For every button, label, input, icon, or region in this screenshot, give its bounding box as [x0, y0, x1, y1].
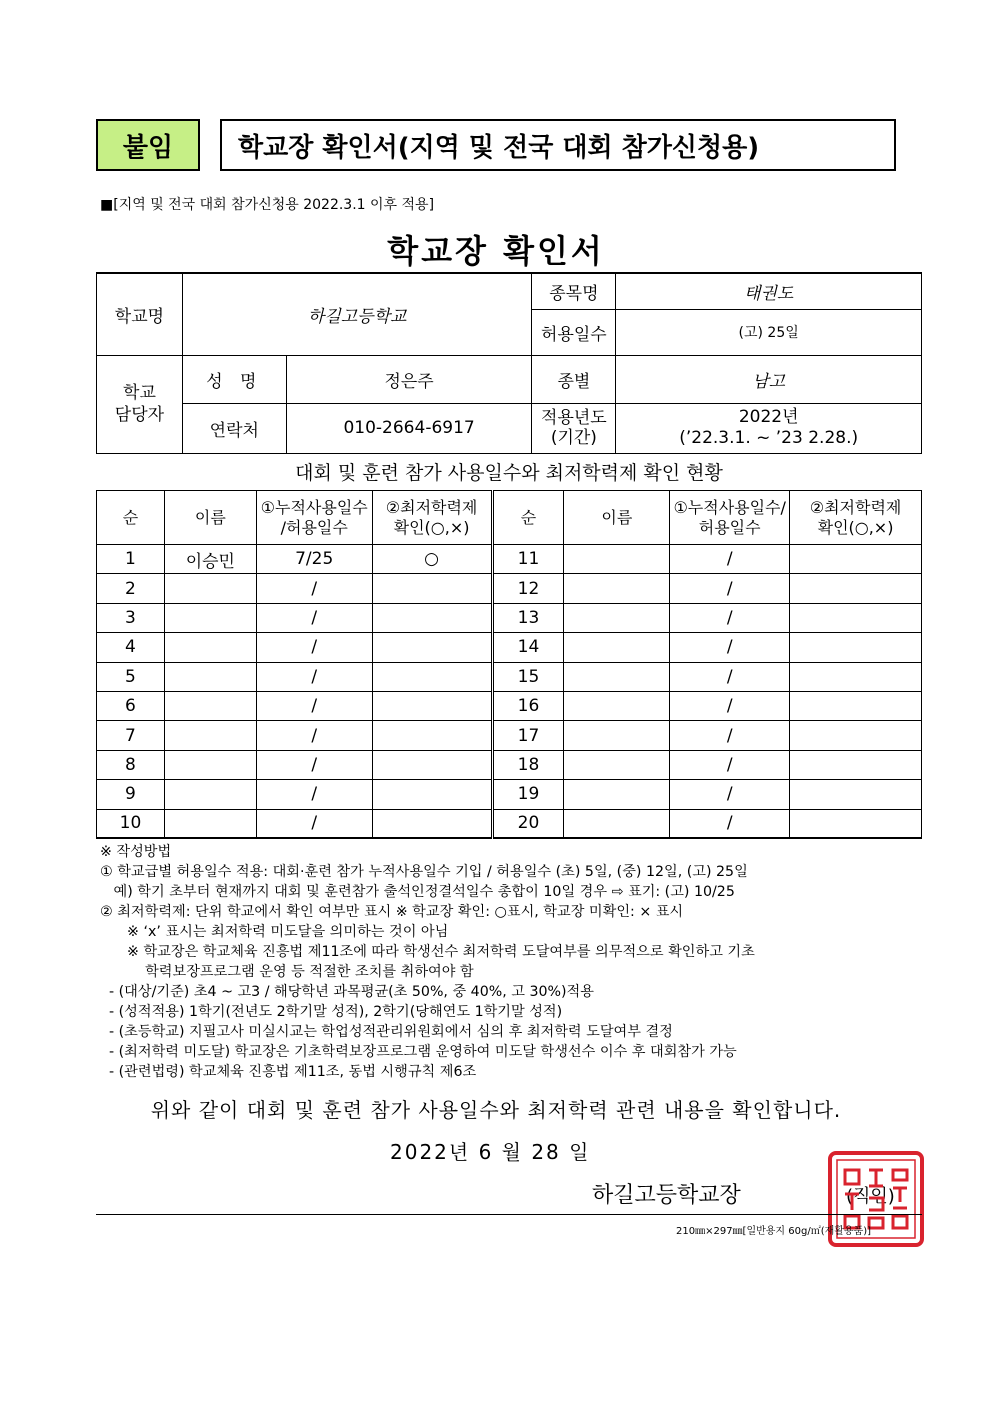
table-row [97, 603, 922, 632]
row-min-academic [372, 750, 492, 779]
instruction-line: 학력보장프로그램 운영 등 적절한 조치를 취하여야 함 [100, 964, 474, 980]
row-name: 이승민 [164, 545, 256, 574]
row-days-right: / [670, 662, 790, 691]
row-no: 3 [97, 603, 165, 632]
instruction-line: ② 최저학력제: 단위 학교에서 확인 여부만 표시 ※ 학교장 확인: ○표시, 학교장 미확인: × 표시 [100, 904, 684, 920]
row-no-right: 20 [492, 809, 564, 838]
row-no: 4 [97, 633, 165, 662]
row-days: / [256, 809, 372, 838]
table-row [97, 545, 922, 574]
allowed-days-label: 허용일수 [532, 309, 616, 355]
row-name-right [564, 662, 670, 691]
row-name-right [564, 780, 670, 809]
header-no-right: 순 [492, 491, 564, 545]
confirmation-statement: 위와 같이 대회 및 훈련 참가 사용일수와 최저학력 관련 내용을 확인합니다. [150, 1098, 842, 1122]
paper-spec: 210㎜×297㎜[일반용지 60g/㎡(재활용품)] [676, 1226, 872, 1237]
instruction-line: ① 학교급별 허용일수 적용: 대회·훈련 참가 누적사용일수 기입 / 허용일수 (초) 5일, (중) 12일, (고) 25일 [100, 864, 748, 880]
row-name [164, 574, 256, 603]
row-name [164, 633, 256, 662]
row-days: / [256, 780, 372, 809]
row-days: / [256, 721, 372, 750]
row-min-academic [372, 721, 492, 750]
participation-table [96, 490, 922, 839]
attachment-badge: 붙임 [96, 119, 200, 171]
row-min-academic [372, 574, 492, 603]
instruction-line: - (관련법령) 학교체육 진흥법 제11조, 동법 시행규칙 제6조 [100, 1064, 477, 1080]
row-name-right [564, 691, 670, 720]
row-no-right: 16 [492, 691, 564, 720]
gender-value: 남고 [616, 355, 922, 403]
row-min-academic [372, 780, 492, 809]
row-min-academic-right [790, 809, 922, 838]
row-days: / [256, 633, 372, 662]
row-days-right: / [670, 780, 790, 809]
row-name [164, 721, 256, 750]
divider [96, 1214, 922, 1215]
signer-name: 하길고등학교장 [592, 1183, 741, 1208]
header-name-right: 이름 [564, 491, 670, 545]
row-no: 7 [97, 721, 165, 750]
row-no-right: 13 [492, 603, 564, 632]
table-row [97, 780, 922, 809]
period-value: (’22.3.1. ~ ’23 2.28.) [679, 428, 859, 448]
year-cell [616, 403, 922, 453]
row-days: / [256, 691, 372, 720]
row-name-right [564, 809, 670, 838]
document-title: 학교장 확인서 [387, 232, 605, 270]
seal-label: (직인) [846, 1186, 895, 1207]
header-days-right: ①누적사용일수/ 허용일수 [670, 491, 790, 545]
row-no-right: 17 [492, 721, 564, 750]
row-min-academic [372, 662, 492, 691]
row-name [164, 662, 256, 691]
instruction-line: ※ 작성방법 [100, 844, 172, 860]
instructions [100, 842, 930, 1082]
instruction-line: ※ ‘x’ 표시는 최저학력 미도달을 의미하는 것이 아님 [100, 924, 449, 940]
row-min-academic-right [790, 603, 922, 632]
table-row [97, 809, 922, 838]
row-min-academic [372, 633, 492, 662]
instruction-line: - (초등학교) 지필고사 미실시교는 학업성적관리위원회에서 심의 후 최저학력 도달여부 결정 [100, 1024, 673, 1040]
header-title: 학교장 확인서(지역 및 전국 대회 참가신청용) [220, 119, 896, 171]
row-no: 5 [97, 662, 165, 691]
row-days-right: / [670, 603, 790, 632]
name-label: 성 명 [182, 355, 286, 403]
table-row [97, 574, 922, 603]
row-no: 1 [97, 545, 165, 574]
row-no-right: 11 [492, 545, 564, 574]
row-min-academic-right [790, 750, 922, 779]
sign-date: 2022년 6 월 28 일 [390, 1140, 591, 1164]
row-name [164, 750, 256, 779]
row-min-academic-right [790, 662, 922, 691]
row-name-right [564, 574, 670, 603]
instruction-line: 예) 학기 초부터 현재까지 대회 및 훈련참가 출석인정결석일수 총합이 10일 경우 ⇨ 표기: (고) 10/25 [100, 884, 735, 900]
school-label: 학교명 [97, 273, 183, 355]
row-days-right: / [670, 691, 790, 720]
contact-value: 010-2664-6917 [286, 403, 532, 453]
header-min-academic: ②최저학력제 확인(○,×) [372, 491, 492, 545]
row-days-right: / [670, 721, 790, 750]
table-row [97, 633, 922, 662]
manager-label: 학교 담당자 [97, 355, 183, 453]
sport-value: 태권도 [616, 273, 922, 309]
row-no: 6 [97, 691, 165, 720]
instruction-line: ※ 학교장은 학교체육 진흥법 제11조에 따라 학생선수 최저학력 도달여부를 의무적으로 확인하고 기초 [100, 944, 755, 960]
row-min-academic-right [790, 633, 922, 662]
year-value: 2022년 [738, 407, 799, 427]
row-no: 10 [97, 809, 165, 838]
header-min-academic-right: ②최저학력제 확인(○,×) [790, 491, 922, 545]
row-no: 9 [97, 780, 165, 809]
instruction-line: - (대상/기준) 초4 ~ 고3 / 해당학년 과목평균(초 50%, 중 40%, 고 30%)적용 [100, 984, 594, 1000]
row-name-right [564, 721, 670, 750]
header-days: ①누적사용일수 /허용일수 [256, 491, 372, 545]
row-days: / [256, 603, 372, 632]
info-table [96, 272, 922, 454]
row-name-right [564, 545, 670, 574]
row-name [164, 603, 256, 632]
row-name [164, 809, 256, 838]
row-no-right: 18 [492, 750, 564, 779]
row-no-right: 14 [492, 633, 564, 662]
row-min-academic: ○ [372, 545, 492, 574]
row-name-right [564, 750, 670, 779]
row-days-right: / [670, 545, 790, 574]
row-days-right: / [670, 809, 790, 838]
row-min-academic-right [790, 545, 922, 574]
year-label: 적용년도 (기간) [532, 403, 616, 453]
row-name [164, 691, 256, 720]
row-no-right: 15 [492, 662, 564, 691]
row-days: / [256, 574, 372, 603]
school-value: 하길고등학교 [182, 273, 532, 355]
gender-label: 종별 [532, 355, 616, 403]
row-no: 8 [97, 750, 165, 779]
header-no: 순 [97, 491, 165, 545]
row-days: / [256, 662, 372, 691]
table-row [97, 721, 922, 750]
row-days-right: / [670, 574, 790, 603]
header-name: 이름 [164, 491, 256, 545]
section-title: 대회 및 훈련 참가 사용일수와 최저학력제 확인 현황 [295, 462, 723, 484]
applicability-note: ■[지역 및 전국 대회 참가신청용 2022.3.1 이후 적용] [100, 197, 435, 213]
row-name-right [564, 603, 670, 632]
name-value: 정은주 [286, 355, 532, 403]
row-min-academic [372, 603, 492, 632]
row-min-academic-right [790, 691, 922, 720]
row-min-academic-right [790, 721, 922, 750]
table-row [97, 691, 922, 720]
row-days: / [256, 750, 372, 779]
row-min-academic-right [790, 780, 922, 809]
row-name-right [564, 633, 670, 662]
contact-label: 연락처 [182, 403, 286, 453]
table-row [97, 662, 922, 691]
row-days: 7/25 [256, 545, 372, 574]
row-min-academic [372, 691, 492, 720]
row-no-right: 12 [492, 574, 564, 603]
row-name [164, 780, 256, 809]
instruction-line: - (최저학력 미도달) 학교장은 기초학력보장프로그램 운영하여 미도달 학생선수 이수 후 대회참가 가능 [100, 1044, 737, 1060]
sport-label: 종목명 [532, 273, 616, 309]
allowed-days-value: (고) 25일 [616, 309, 922, 355]
row-days-right: / [670, 633, 790, 662]
row-days-right: / [670, 750, 790, 779]
row-no: 2 [97, 574, 165, 603]
row-no-right: 19 [492, 780, 564, 809]
instruction-line: - (성적적용) 1학기(전년도 2학기말 성적), 2학기(당해연도 1학기말 성적) [100, 1004, 563, 1020]
row-min-academic-right [790, 574, 922, 603]
table-row [97, 750, 922, 779]
row-min-academic [372, 809, 492, 838]
